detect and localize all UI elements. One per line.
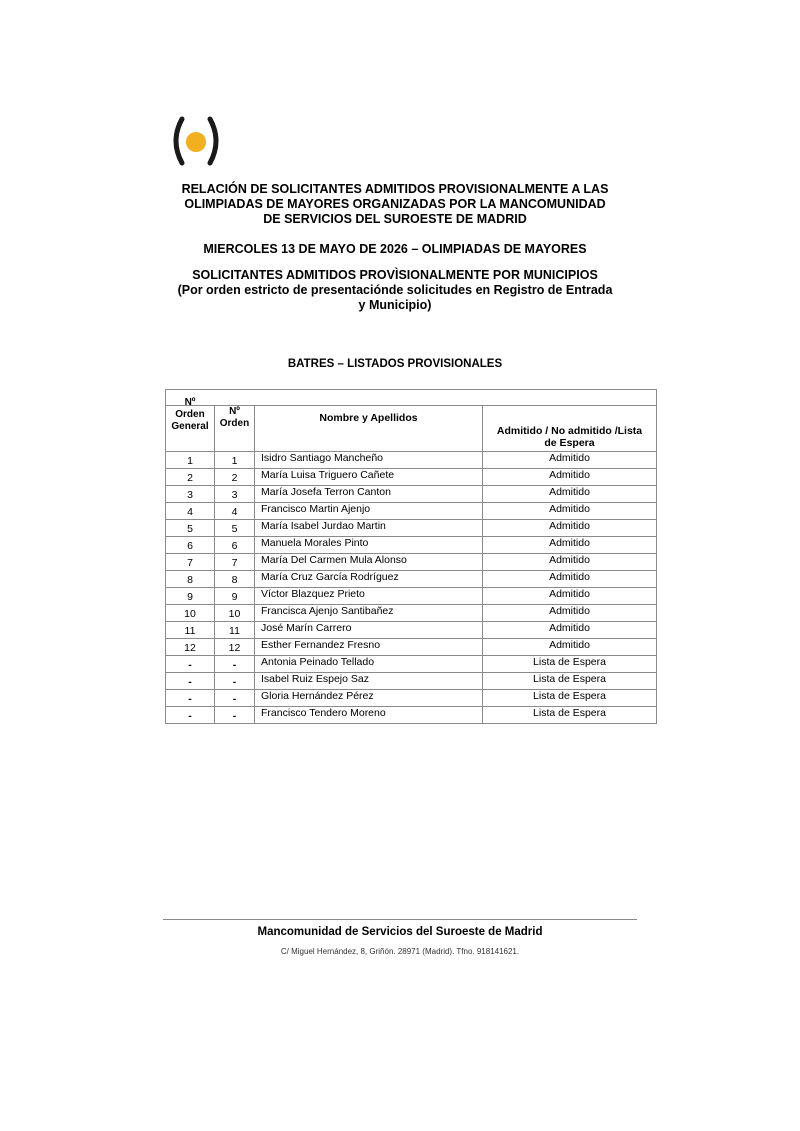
- cell-status: Lista de Espera: [483, 707, 657, 724]
- cell-status: Lista de Espera: [483, 673, 657, 690]
- list-title: BATRES – LISTADOS PROVISIONALES: [287, 358, 503, 370]
- table-body: [166, 452, 657, 724]
- table-row: [166, 520, 657, 537]
- cell-orden: 12: [215, 639, 255, 656]
- cell-orden: 10: [215, 605, 255, 622]
- cell-name: Francisco Tendero Moreno: [255, 707, 483, 724]
- cell-orden: 1: [215, 452, 255, 469]
- cell-orden: 11: [215, 622, 255, 639]
- cell-orden-general: -: [166, 673, 215, 690]
- cell-orden-general: 12: [166, 639, 215, 656]
- table-row: [166, 622, 657, 639]
- cell-status: Admitido: [483, 452, 657, 469]
- cell-name: María Isabel Jurdao Martin: [255, 520, 483, 537]
- header-line: Nº: [229, 406, 240, 417]
- cell-orden-general: 6: [166, 537, 215, 554]
- title-line: RELACIÓN DE SOLICITANTES ADMITIDOS PROVISIONALMENTE A LAS: [181, 182, 609, 196]
- logo-brackets-dot-icon: [168, 113, 224, 169]
- cell-name: Manuela Morales Pinto: [255, 537, 483, 554]
- table-row: [166, 537, 657, 554]
- cell-orden-general: 4: [166, 503, 215, 520]
- table-top-row: [166, 390, 657, 406]
- document-subtitle: [160, 268, 630, 313]
- subtitle-line: (Por orden estricto de presentaciónde solicitudes en Registro de Entrada: [177, 283, 613, 297]
- cell-orden: 5: [215, 520, 255, 537]
- cell-name: José Marín Carrero: [255, 622, 483, 639]
- cell-status: Admitido: [483, 503, 657, 520]
- cell-name: Isabel Ruiz Espejo Saz: [255, 673, 483, 690]
- cell-name: María Luisa Triguero Cañete: [255, 469, 483, 486]
- cell-orden: -: [215, 656, 255, 673]
- cell-orden-general: 10: [166, 605, 215, 622]
- table-row: [166, 707, 657, 724]
- header-status: [483, 406, 657, 452]
- footer-divider: [163, 919, 637, 920]
- header-orden: [215, 406, 255, 452]
- cell-orden-general: 11: [166, 622, 215, 639]
- cell-status: Admitido: [483, 588, 657, 605]
- cell-status: Admitido: [483, 639, 657, 656]
- header-line: Orden: [219, 418, 250, 429]
- cell-orden-general: 8: [166, 571, 215, 588]
- cell-orden: -: [215, 707, 255, 724]
- cell-orden: 8: [215, 571, 255, 588]
- cell-orden: 6: [215, 537, 255, 554]
- subtitle-line: y Municipio): [358, 298, 432, 312]
- cell-status: Admitido: [483, 537, 657, 554]
- table-row: [166, 588, 657, 605]
- event-date-line: MIERCOLES 13 DE MAYO DE 2026 – OLIMPIADAS DE MAYORES: [203, 242, 587, 256]
- cell-name: María Cruz García Rodríguez: [255, 571, 483, 588]
- title-line: OLIMPIADAS DE MAYORES ORGANIZADAS POR LA MANCOMUNIDAD: [184, 197, 606, 211]
- title-line: DE SERVICIOS DEL SUROESTE DE MADRID: [263, 212, 527, 226]
- cell-orden: 2: [215, 469, 255, 486]
- header-line: Nº: [184, 397, 196, 408]
- cell-name: Gloria Hernández Pérez: [255, 690, 483, 707]
- header-line: General: [171, 421, 209, 432]
- cell-status: Admitido: [483, 571, 657, 588]
- cell-orden: 3: [215, 486, 255, 503]
- table-row: [166, 605, 657, 622]
- cell-name: Isidro Santiago Mancheño: [255, 452, 483, 469]
- subtitle-line: SOLICITANTES ADMITIDOS PROVÌSIONALMENTE POR MUNICIPIOS: [192, 268, 598, 282]
- table-row: [166, 690, 657, 707]
- table-row: [166, 673, 657, 690]
- table-row: [166, 554, 657, 571]
- cell-orden-general: 9: [166, 588, 215, 605]
- cell-name: Antonia Peinado Tellado: [255, 656, 483, 673]
- cell-orden-general: -: [166, 707, 215, 724]
- cell-orden-general: -: [166, 656, 215, 673]
- header-line: de Espera: [544, 437, 595, 449]
- cell-status: Lista de Espera: [483, 656, 657, 673]
- table-header-row: [166, 406, 657, 452]
- cell-orden: 4: [215, 503, 255, 520]
- header-nombre: Nombre y Apellidos: [255, 406, 483, 452]
- table-row: [166, 469, 657, 486]
- cell-status: Admitido: [483, 554, 657, 571]
- cell-orden-general: 7: [166, 554, 215, 571]
- header-line: Admitido / No admitido /Lista: [496, 425, 643, 437]
- header-orden-general: [166, 397, 215, 452]
- cell-orden: 7: [215, 554, 255, 571]
- cell-name: Víctor Blazquez Prieto: [255, 588, 483, 605]
- cell-orden-general: -: [166, 690, 215, 707]
- applicants-table: [165, 389, 657, 724]
- cell-status: Admitido: [483, 469, 657, 486]
- footer-address: C/ Miguel Hernández, 8, Griñón. 28971 (Madrid). Tfno. 918141621.: [280, 947, 520, 956]
- cell-orden-general: 5: [166, 520, 215, 537]
- document-title: [160, 182, 630, 227]
- cell-status: Lista de Espera: [483, 690, 657, 707]
- cell-orden-general: 3: [166, 486, 215, 503]
- footer-organization: Mancomunidad de Servicios del Suroeste de Madrid: [257, 926, 543, 938]
- table-row: [166, 656, 657, 673]
- cell-orden: 9: [215, 588, 255, 605]
- cell-orden-general: 2: [166, 469, 215, 486]
- cell-status: Admitido: [483, 605, 657, 622]
- table-row: [166, 503, 657, 520]
- cell-name: María Del Carmen Mula Alonso: [255, 554, 483, 571]
- header-line: Orden: [175, 409, 205, 420]
- cell-name: Francisco Martin Ajenjo: [255, 503, 483, 520]
- table-row: [166, 639, 657, 656]
- cell-status: Admitido: [483, 622, 657, 639]
- table-row: [166, 571, 657, 588]
- cell-name: María Josefa Terron Canton: [255, 486, 483, 503]
- cell-name: Francisca Ajenjo Santibañez: [255, 605, 483, 622]
- table-row: [166, 486, 657, 503]
- cell-orden: -: [215, 690, 255, 707]
- cell-orden-general: 1: [166, 452, 215, 469]
- cell-orden: -: [215, 673, 255, 690]
- cell-name: Esther Fernandez Fresno: [255, 639, 483, 656]
- cell-status: Admitido: [483, 520, 657, 537]
- table-row: [166, 452, 657, 469]
- cell-status: Admitido: [483, 486, 657, 503]
